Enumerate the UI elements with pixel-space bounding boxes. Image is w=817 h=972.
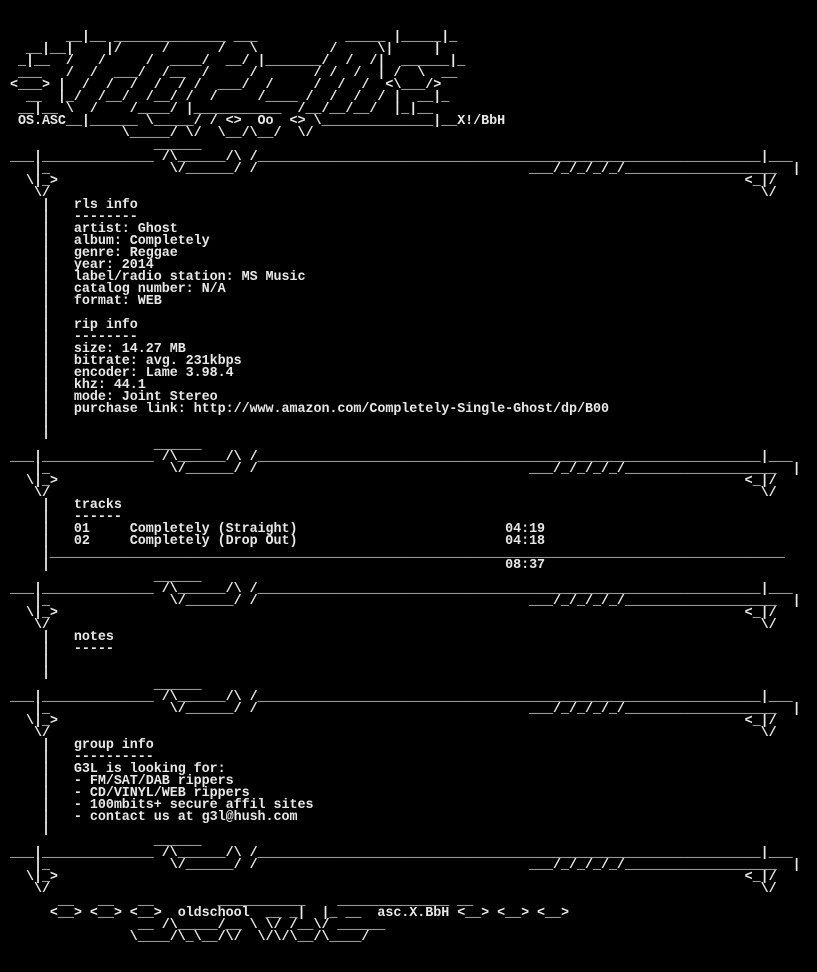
divider-art: \/ \/	[10, 186, 801, 201]
logo-art: _|__ / / / ____/ __/ |_______/ / /| ______|_	[10, 54, 466, 69]
section-underline: | --------	[10, 330, 138, 345]
divider-art: |_ \/______/ / ___/_/_/_/_/___________________ |	[10, 594, 817, 609]
logo-art: __|__ \ / /____/ |___________ /__/__/__/ |_|__	[10, 102, 466, 117]
divider-art: |_ \/______/ / ___/_/_/_/_/___________________ |	[10, 702, 817, 717]
group-line: | - 100mbits+ secure affil sites	[10, 798, 314, 813]
divider-art: ___|______________ /\______/\ /_______________________________________________________________|___	[10, 450, 793, 465]
logo-art: <___> | / / / / / / ___/ / / / / <\___/>	[10, 78, 466, 93]
border-line: |	[10, 426, 50, 441]
footer-art: <__> <__> <__> oldschool __ _| |_ __ asc.X.BbH <__> <__> <__>	[10, 906, 569, 921]
divider-art: \/ \/	[10, 618, 801, 633]
divider-art: ______	[10, 438, 777, 453]
border-line: |	[10, 414, 50, 429]
group-line: | G3L is looking for:	[10, 762, 226, 777]
info-line: | year: 2014	[10, 258, 154, 273]
divider-art: \|_> <_|/	[10, 714, 793, 729]
divider-art: \|_> <_|/	[10, 606, 793, 621]
border-line: |	[10, 654, 50, 669]
info-line: | mode: Joint Stereo	[10, 390, 218, 405]
logo-art: __|__| |/ / / \ / \| |	[10, 42, 458, 57]
group-line: | - CD/VINYL/WEB rippers	[10, 786, 250, 801]
track-row: | 02 Completely (Drop Out) 04:18	[10, 534, 546, 549]
track-row: | 01 Completely (Straight) 04:19	[10, 522, 546, 537]
section-title: | rls info	[10, 198, 138, 213]
divider-art: |_ \/______/ / ___/_/_/_/_/___________________ |	[10, 462, 817, 477]
divider-art: ______	[10, 678, 777, 693]
divider-art: ___|______________ /\______/\ /_______________________________________________________________|___	[10, 582, 793, 597]
group-line: | - FM/SAT/DAB rippers	[10, 774, 234, 789]
divider-art: ______	[10, 834, 777, 849]
info-line: | album: Completely	[10, 234, 210, 249]
section-underline: | ------	[10, 510, 122, 525]
info-line: | purchase link: http://www.amazon.com/Completely-Single-Ghost/dp/B00	[10, 402, 609, 417]
info-line: | size: 14.27 MB	[10, 342, 186, 357]
info-line: | format: WEB	[10, 294, 162, 309]
divider-art: \/ \/	[10, 882, 801, 897]
logo-art: ___ / / ___/ /__ / / / / / | / \ __	[10, 66, 466, 81]
divider-art: ______	[10, 138, 777, 153]
notes-title: | notes	[10, 630, 114, 645]
divider-art: \|_> <_|/	[10, 870, 793, 885]
border-line: |	[10, 306, 50, 321]
tracks-title: | tracks	[10, 498, 122, 513]
section-title: | rip info	[10, 318, 138, 333]
logo-art: __ |_/ /__/ /__/ / / /____ / / / / | __|_	[10, 90, 466, 105]
footer-art: \____/\_\__/\/ \/\/\__/\____/	[10, 930, 370, 945]
divider-art: ___|______________ /\______/\ /_______________________________________________________________|___	[10, 846, 793, 861]
divider-art: |_ \/______/ / ___/_/_/_/_/___________________ |	[10, 162, 817, 177]
border-line: |____________________________________________________________________________________________	[10, 546, 785, 561]
border-line: |	[10, 822, 50, 837]
group-title: | group info	[10, 738, 154, 753]
group-line: | - contact us at g3l@hush.com	[10, 810, 298, 825]
divider-art: |_ \/______/ / ___/_/_/_/_/___________________ |	[10, 858, 817, 873]
divider-art: ___|______________ /\______/\ /_______________________________________________________________|___	[10, 150, 793, 165]
logo-art: __|__ ______________ ___ _____ |_____|_	[10, 30, 458, 45]
divider-art: \/ \/	[10, 726, 801, 741]
logo-art: OS.ASC__|______ \_____/ / <> Oo <> \______________|__X!/BbH	[10, 114, 506, 129]
divider-art: \|_> <_|/	[10, 174, 793, 189]
section-underline: | -----	[10, 642, 114, 657]
section-underline: | --------	[10, 210, 138, 225]
divider-art: \/ \/	[10, 486, 801, 501]
divider-art: ______	[10, 570, 777, 585]
divider-art: \|_> <_|/	[10, 474, 793, 489]
border-line: |	[10, 666, 50, 681]
info-line: | encoder: Lame 3.98.4	[10, 366, 234, 381]
info-line: | bitrate: avg. 231kbps	[10, 354, 242, 369]
info-line: | genre: Reggae	[10, 246, 178, 261]
footer-art: __ /\_____/__ \ \/ /__\/ ______	[10, 918, 386, 933]
tracks-total: | 08:37	[10, 558, 546, 573]
info-line: | artist: Ghost	[10, 222, 178, 237]
info-line: | khz: 44.1	[10, 378, 146, 393]
divider-art: ___|______________ /\______/\ /_______________________________________________________________|___	[10, 690, 793, 705]
info-line: | label/radio station: MS Music	[10, 270, 306, 285]
footer-art: __ __ __ ___________ ______________ __	[10, 894, 474, 909]
info-line: | catalog number: N/A	[10, 282, 226, 297]
logo-art: \_____/ \/ \__/\__/ \/	[10, 126, 442, 141]
section-underline: | ----------	[10, 750, 154, 765]
